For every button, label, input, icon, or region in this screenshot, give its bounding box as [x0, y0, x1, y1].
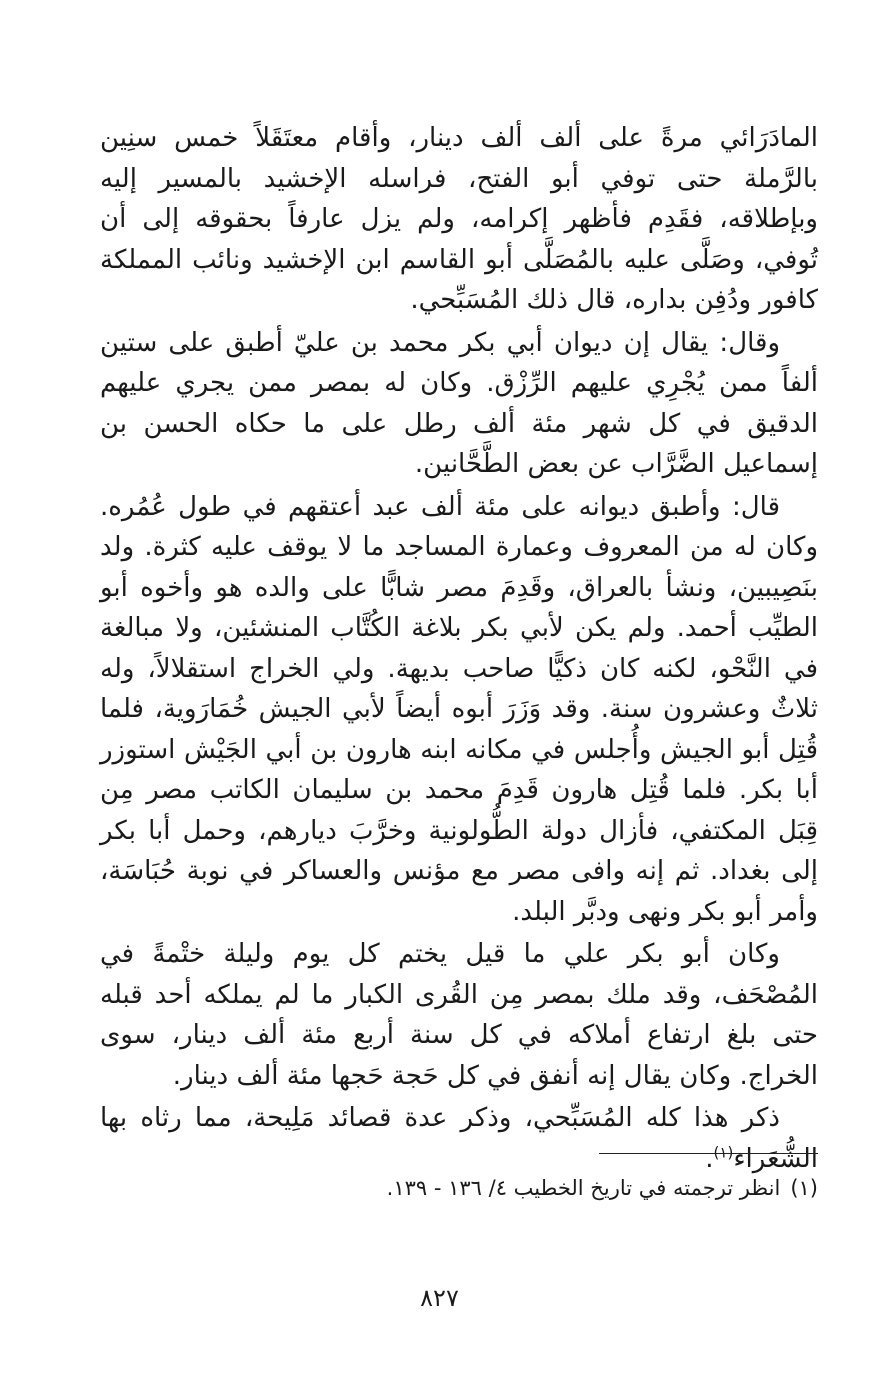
- paragraph-5: [100, 1098, 818, 1179]
- paragraph-4: وكان أبو بكر علي ما قيل يختم كل يوم وليلة ختْمةً في المُصْحَف، وقد ملك بمصر مِن القُرى الكبار ما لم يملكه أحد قبله حتى بلغ ارتفاع أملاكه في كل سنة أربع مئة ألف دينار، سوى الخراج. وكان يقال إنه أنفق في كل حَجة حَجها مئة ألف دينار.: [100, 939, 818, 1091]
- paragraph-1: المادَرَائي مرةً على ألف ألف دينار، وأقام معتَقَلاً خمس سنِين بالرَّملة حتى توفي أبو الفتح، فراسله الإخشيد بالمسير إليه وبإطلاقه، فقَدِم فأظهر إكرامه، ولم يزل عارفاً بحقوقه إلى أن تُوفي، وصَلَّى عليه بالمُصَلَّى أبو القاسم ابن الإخشيد ونائب المملكة كافور ودُفِن بداره، قال ذلك المُسَبِّحي.: [100, 123, 818, 315]
- footnote-text: انظر ترجمته في تاريخ الخطيب ٤/ ١٣٦ - ١٣٩.: [386, 1176, 781, 1200]
- paragraph-2: وقال: يقال إن ديوان أبي بكر محمد بن عليّ أطبق على ستين ألفاً ممن يُجْرِي عليهم الرِّزْق. وكان له بمصر ممن يجري عليهم الدقيق في كل شهر مئة ألف رطل على ما حكاه الحسن بن إسماعيل الضَّرَّاب عن بعض الطَّحَّانين.: [100, 327, 818, 479]
- paragraph-5-text: ذكر هذا كله المُسَبِّحي، وذكر عدة قصائد مَلِيحة، مما رثاه بها الشُّعَراء: [100, 1103, 818, 1174]
- footnote-divider: [599, 1153, 818, 1154]
- page-number: ٨٢٧: [420, 1284, 459, 1312]
- footnote-reference[interactable]: (١): [713, 1142, 734, 1161]
- main-text: [100, 118, 818, 1181]
- paragraph-5-ending: .: [705, 1143, 714, 1174]
- paragraph-3: قال: وأطبق ديوانه على مئة ألف عبد أعتقهم في طول عُمُره. وكان له من المعروف وعمارة المساجد ما لا يوقف عليه كثرة. ولد بنَصِيبين، ونشأ بالعراق، وقَدِمَ مصر شابًّا على والده هو وأخوه أبو الطيِّب أحمد. ولم يكن لأبي بكر بلاغة الكُتَّاب المنشئين، ولا مبالغة في النَّحْو، لكنه كان ذكيًّا صاحب بديهة. ولي الخراج استقلالاً، وله ثلاثٌ وعشرون سنة. وقد وَزَرَ أبوه أيضاً لأبي الجيش خُمَارَوية، فلما قُتِل أبو الجيش وأُجلس في مكانه ابنه هارون بن أبي الجَيْش استوزر أبا بكر. فلما قُتِل هارون قَدِمَ محمد بن سليمان الكاتب مصر مِن قِبَل المكتفي، فأزال دولة الطُّولونية وخرَّبَ ديارهم، وحمل أبا بكر إلى بغداد. ثم إنه وافى مصر مع مؤنس والعساكر في نوبة حُبَاسَة، وأمر أبو بكر ونهى ودبَّر البلد.: [100, 491, 818, 927]
- footnote-marker: (١): [790, 1176, 818, 1200]
- footnote: [100, 1170, 818, 1206]
